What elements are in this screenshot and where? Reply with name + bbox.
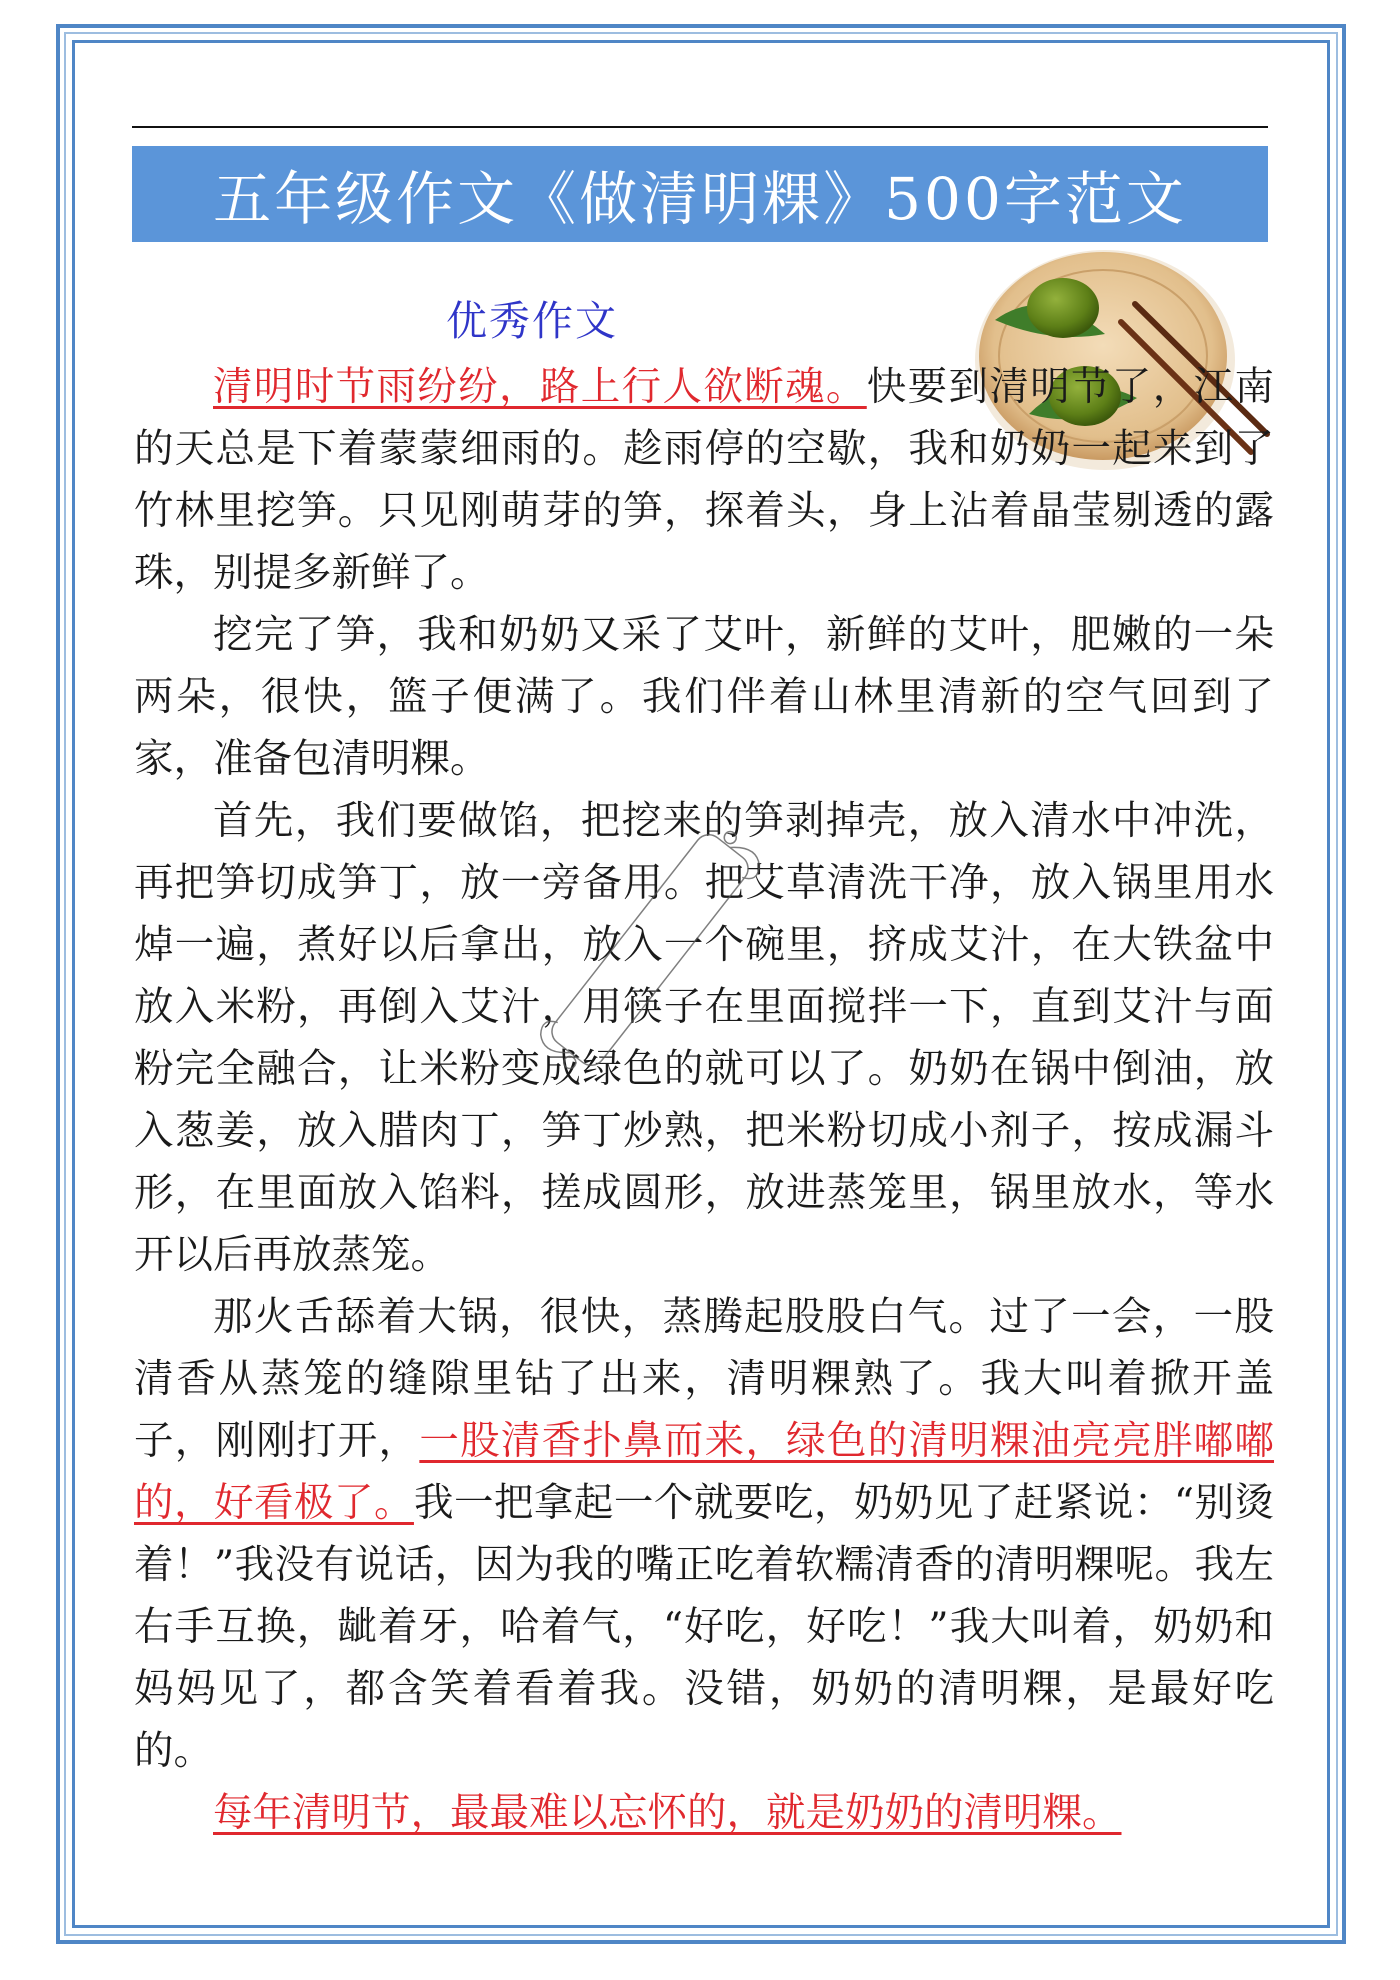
paragraph-3: 首先，我们要做馅，把挖来的笋剥掉壳，放入清水中冲洗，再把笋切成笋丁，放一旁备用。把艾草清洗干净，放入锅里用水焯一遍，煮好以后拿出，放入一个碗里，挤成艾汁，在大铁盆中放入米粉，再倒入艾汁，用筷子在里面搅拌一下，直到艾汁与面粉完全融合，让米粉变成绿色的就可以了。奶奶在锅中倒油，放入葱姜，放入腊肉丁，笋丁炒熟，把米粉切成小剂子，按成漏斗形，在里面放入馅料，搓成圆形，放进蒸笼里，锅里放水，等水开以后再放蒸笼。	[134, 798, 1274, 1278]
paragraph-1-text-a: 快要到清明节了，江南的天总是下着蒙蒙细雨	[134, 364, 1275, 472]
paragraph-5	[134, 1782, 1274, 1844]
closing-line-highlight: 每年清明节，最最难以忘怀的，就是奶奶的清明粿。	[213, 1790, 1122, 1836]
essay-body	[134, 356, 1274, 1844]
paragraph-4-text-a: 那火舌舔着大锅，很快，蒸腾起股股白气。过了一会，一股清香从蒸笼的缝隙里钻了出来，清明粿熟了。我大叫着掀开盖子，刚刚打开，	[134, 1294, 1274, 1464]
paragraph-1	[134, 356, 1274, 604]
title-banner	[132, 146, 1268, 242]
page-title: 五年级作文《做清明粿》500字范文	[213, 165, 1187, 233]
paragraph-4-text-b: 我一把拿起一个就要吃，奶奶见了赶紧说：“别烫着！”我没有说话，因为我的嘴正吃着软糯清香的清明粿呢。我左右手互换，龇着牙，哈着气，“好吃，好吃！”我大叫着，奶奶和妈妈见了，都含笑着看着我。没错，奶奶的清明粿，是最好吃的。	[134, 1480, 1274, 1774]
paragraph-2: 挖完了笋，我和奶奶又采了艾叶，新鲜的艾叶，肥嫩的一朵两朵，很快，篮子便满了。我们伴着山林里清新的空气回到了家，准备包清明粿。	[134, 612, 1274, 782]
paragraph-1-text-b: 的。趁雨停的空歇，我和奶奶一起来到了竹林里挖笋。只见刚萌芽的笋，探着头，身上沾着晶莹剔透的露珠，别提多新鲜了。	[134, 426, 1275, 596]
paragraph-4	[134, 1286, 1274, 1782]
opening-quote-highlight: 清明时节雨纷纷，路上行人欲断魂。	[213, 364, 867, 410]
title-top-rule	[132, 126, 1268, 128]
page-subtitle: 优秀作文	[446, 297, 618, 345]
paragraph-4-highlight: 一股清香扑鼻而来，绿色的清明粿油亮亮胖嘟嘟的，好看极了。	[134, 1418, 1275, 1526]
